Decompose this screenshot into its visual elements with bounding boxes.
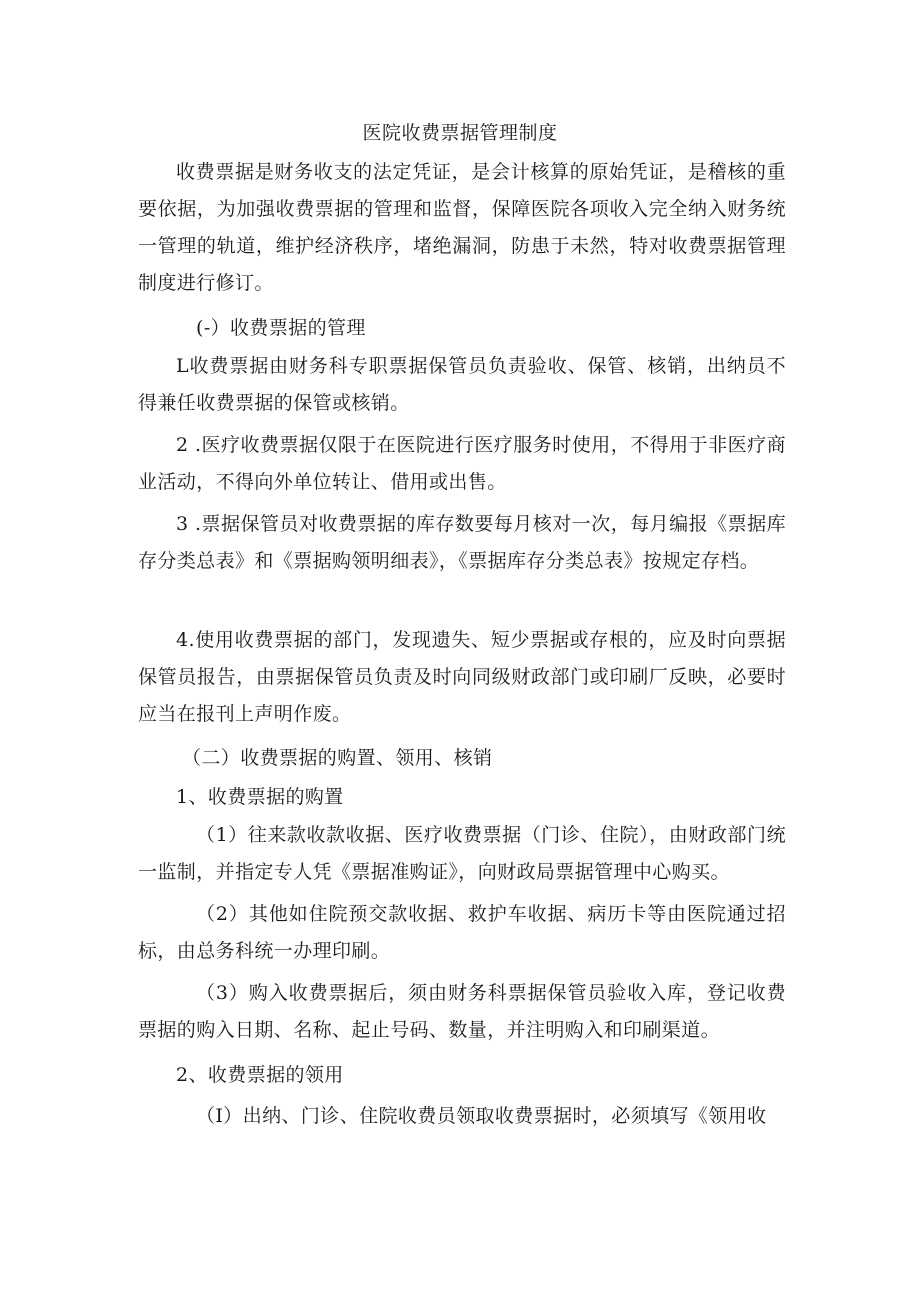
document-title: 医院收费票据管理制度	[362, 122, 558, 144]
intro-paragraph: 收费票据是财务收支的法定凭证，是会计核算的原始凭证，是稽核的重要依据，为加强收费票据的管理和监督，保障医院各项收入完全纳入财务统一管理的轨道，维护经济秩序，堵绝漏洞，防患于未然，特对收费票据管理制度进行修订。	[138, 161, 786, 294]
section-heading-purchase: （二）收费票据的购置、领用、核销	[182, 747, 493, 769]
paragraph-collection-1: （I）出纳、门诊、住院收费员领取收费票据时，必须填写《领用收	[196, 1105, 767, 1127]
section-heading-management: (-）收费票据的管理	[196, 317, 366, 339]
paragraph-item-2: 2 .医疗收费票据仅限于在医院进行医疗服务时使用，不得用于非医疗商业活动，不得向外单位转让、借用或出售。	[138, 434, 786, 493]
paragraph-item-3: 3 .票据保管员对收费票据的库存数要每月核对一次，每月编报《票据库存分类总表》和《票据购领明细表》，《票据库存分类总表》按规定存档。	[138, 513, 786, 572]
paragraph-purchase-3: （3）购入收费票据后，须由财务科票据保管员验收入库，登记收费票据的购入日期、名称、起止号码、数量，并注明购入和印刷渠道。	[138, 982, 786, 1041]
paragraph-purchase-1: （1）往来款收款收据、医疗收费票据（门诊、住院），由财政部门统一监制，并指定专人凭《票据准购证》，向财政局票据管理中心购买。	[138, 824, 786, 883]
subsection-heading-collection: 2、收费票据的领用	[176, 1064, 344, 1086]
paragraph-purchase-2: （2）其他如住院预交款收据、救护车收据、病历卡等由医院通过招标，由总务科统一办理印刷。	[138, 903, 786, 962]
paragraph-item-4: 4.使用收费票据的部门，发现遗失、短少票据或存根的，应及时向票据保管员报告，由票据保管员负责及时向同级财政部门或印刷厂反映，必要时应当在报刊上声明作废。	[138, 629, 786, 725]
paragraph-item-1: L收费票据由财务科专职票据保管员负责验收、保管、核销，出纳员不得兼任收费票据的保管或核销。	[138, 355, 786, 414]
subsection-heading-purchase: 1、收费票据的购置	[176, 786, 344, 808]
